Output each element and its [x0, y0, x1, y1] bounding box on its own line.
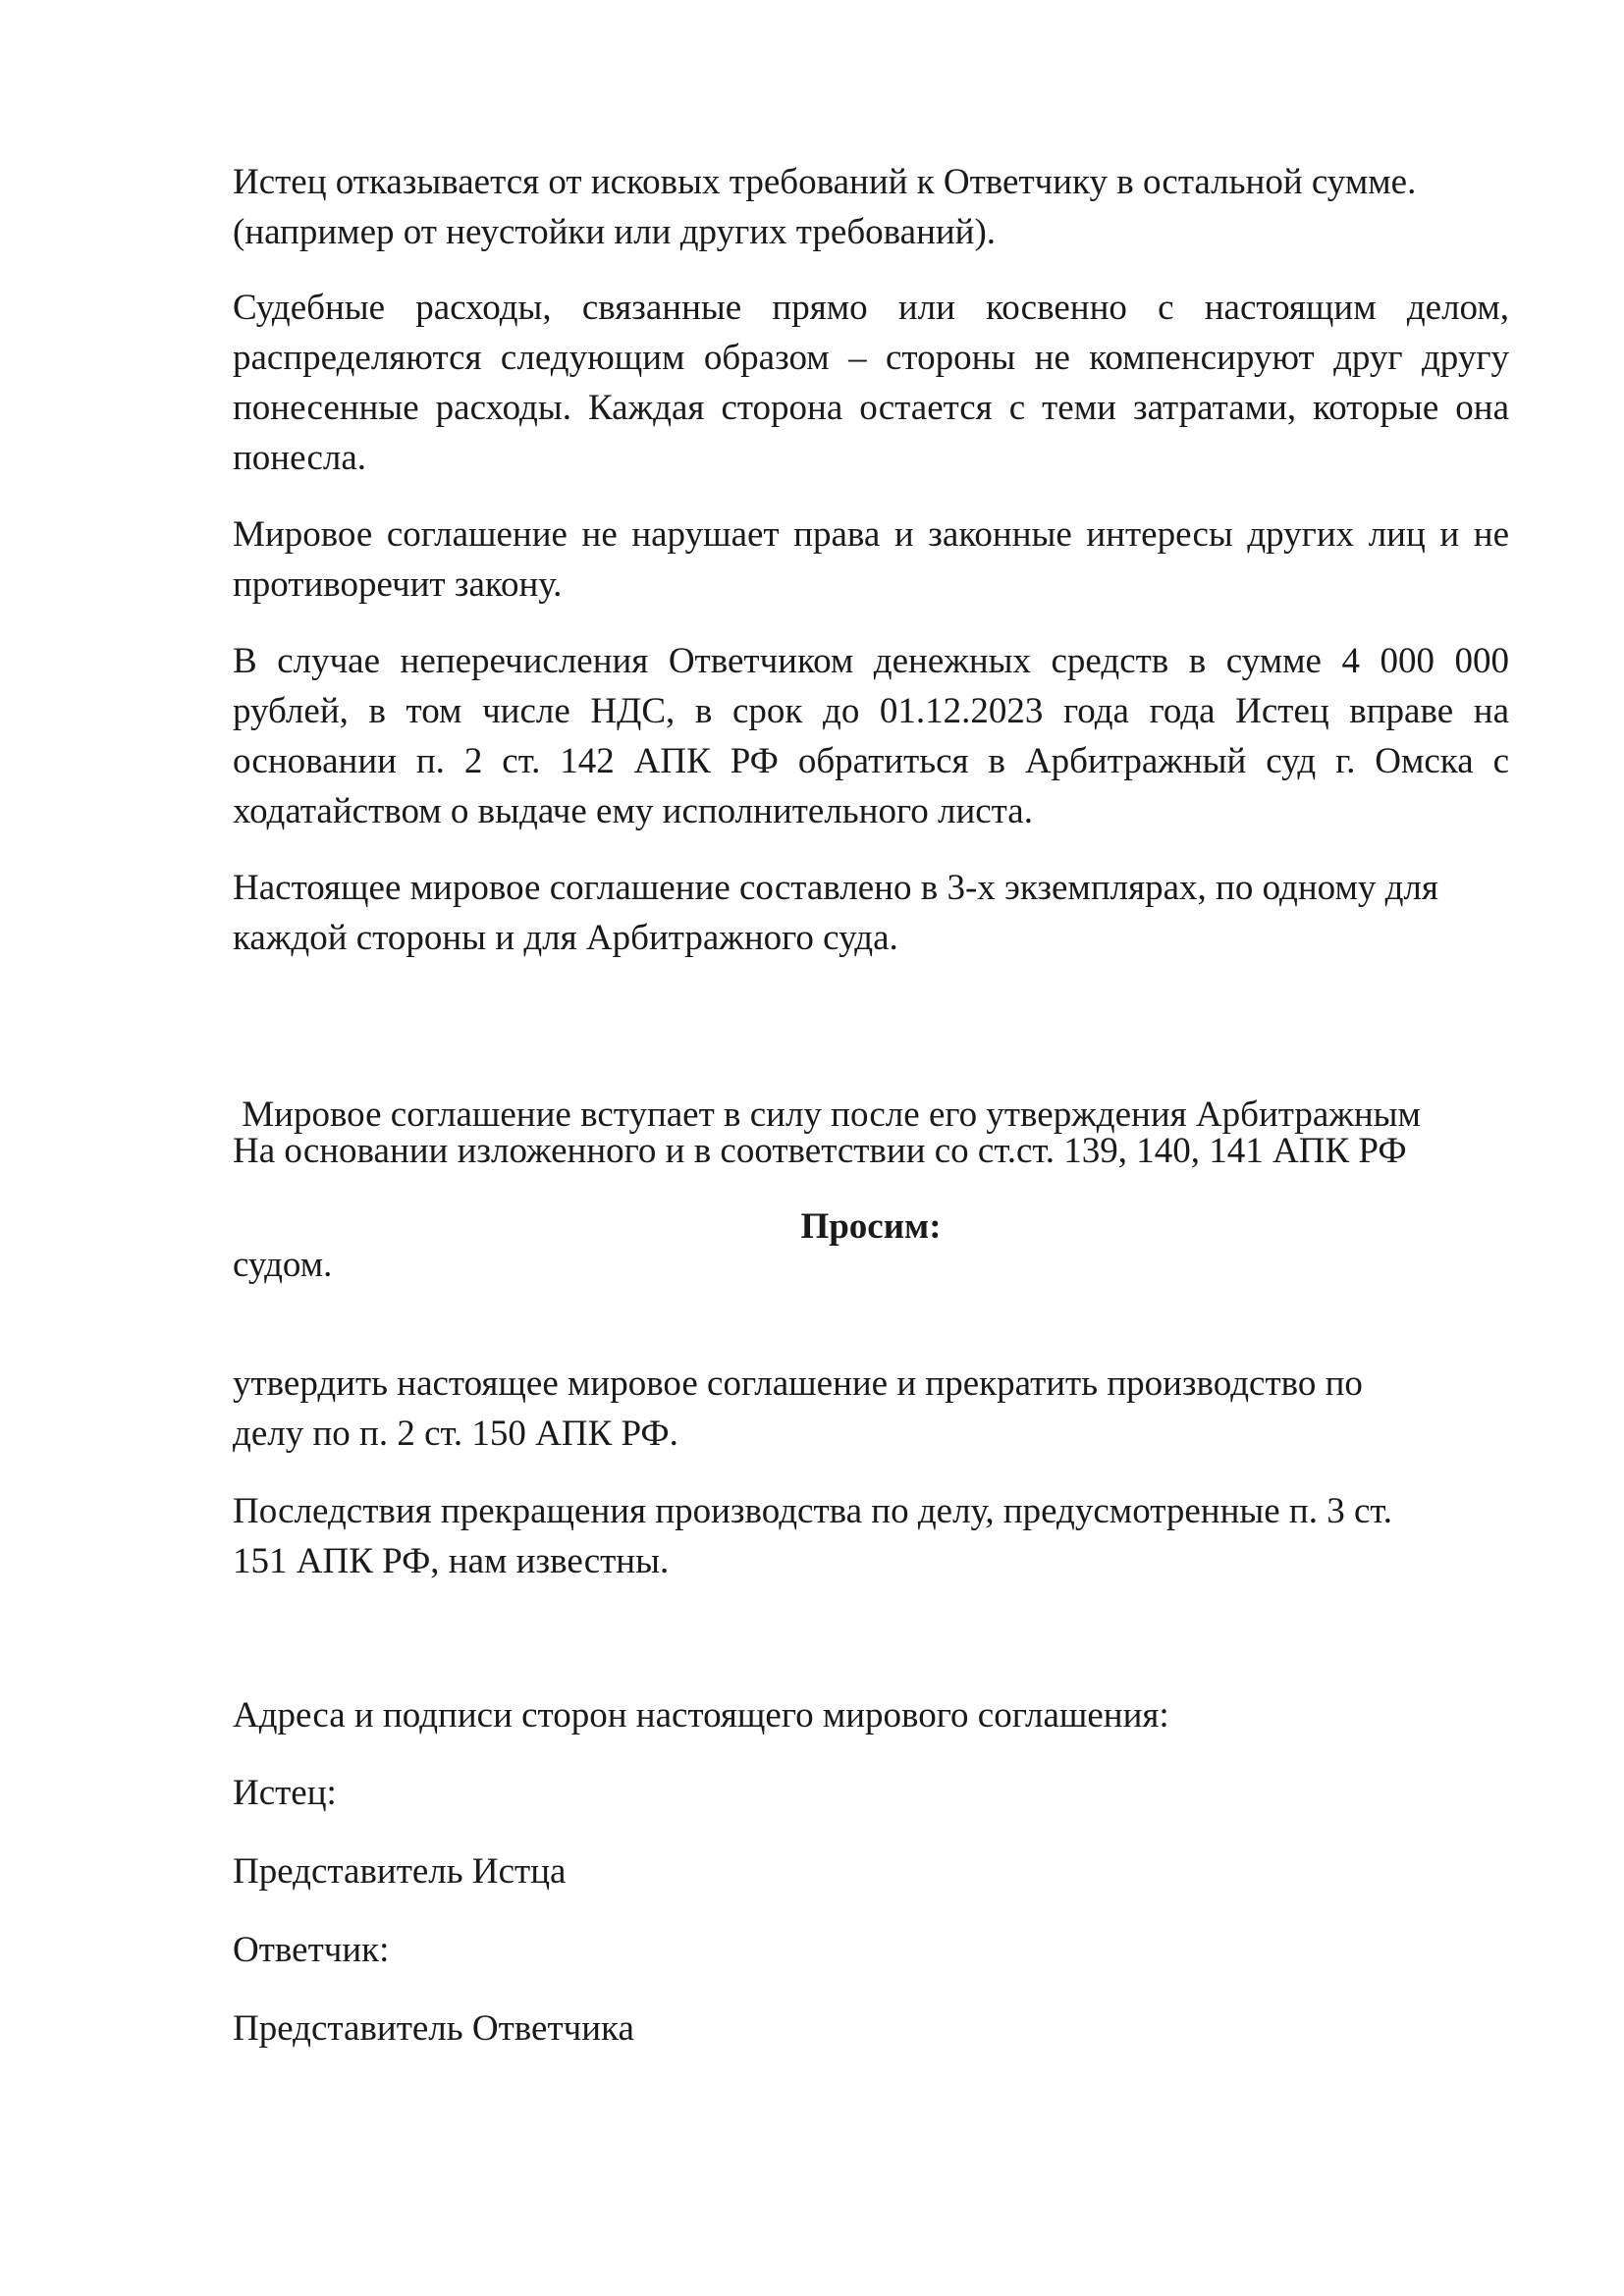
paragraph-copies [233, 863, 1509, 963]
paragraph-effective-line-2: судом. [233, 1245, 333, 1285]
paragraph-waiver [233, 157, 1509, 257]
signatures-intro: Адреса и подписи сторон настоящего мирового соглашения: [233, 1695, 1169, 1735]
paragraph-waiver-line-1: Истец отказывается от исковых требований к Ответчику в остальной сумме. [233, 162, 1417, 202]
request-approve [233, 1359, 1509, 1459]
request-consequences-line-2: 151 АПК РФ, нам известны. [233, 1541, 670, 1581]
request-approve-line-1: утвердить настоящее мировое соглашение и прекратить производство по [233, 1363, 1363, 1404]
signature-defendant: Ответчик: [233, 1930, 390, 1970]
signature-plaintiff: Истец: [233, 1773, 337, 1813]
paragraph-copies-line-2: каждой стороны и для Арбитражного суда. [233, 918, 898, 958]
paragraph-court-costs: Судебные расходы, связанные прямо или косвенно с настоящим делом, распределяются следующим образом – стороны не компенсируют друг другу понесенные расходы. Каждая сторона остается с теми затратами, которые она понесла. [233, 288, 1509, 478]
signature-plaintiff-representative: Представитель Истца [233, 1851, 567, 1892]
request-heading: Просим: [800, 1206, 942, 1247]
paragraph-effective [233, 989, 1509, 1390]
signature-defendant-representative: Представитель Ответчика [233, 2008, 634, 2049]
paragraph-copies-line-1: Настоящее мировое соглашение составлено в 3-х экземплярах, по одному для [233, 868, 1438, 908]
request-consequences-line-1: Последствия прекращения производства по делу, предусмотренные п. 3 ст. [233, 1491, 1393, 1531]
request-consequences [233, 1486, 1509, 1586]
paragraph-effective-line-1: Мировое соглашение вступает в силу после его утверждения Арбитражным [233, 1095, 1421, 1135]
paragraph-waiver-line-2: (например от неустойки или других требований). [233, 212, 997, 252]
paragraph-no-violation: Мировое соглашение не нарушает права и законные интересы других лиц и не противоречит закону. [233, 514, 1509, 605]
request-approve-line-2: делу по п. 2 ст. 150 АПК РФ. [233, 1414, 678, 1454]
paragraph-legal-basis: На основании изложенного и в соответствии со ст.ст. 139, 140, 141 АПК РФ [233, 1131, 1407, 1171]
paragraph-nonpayment: В случае неперечисления Ответчиком денежных средств в сумме 4 000 000 рублей, в том числе НДС, в срок до 01.12.2023 года года Истец вправе на основании п. 2 ст. 142 АПК РФ обратиться в Арбитражный суд г. Омска с ходатайством о выдаче ему исполнительного листа. [233, 641, 1509, 831]
